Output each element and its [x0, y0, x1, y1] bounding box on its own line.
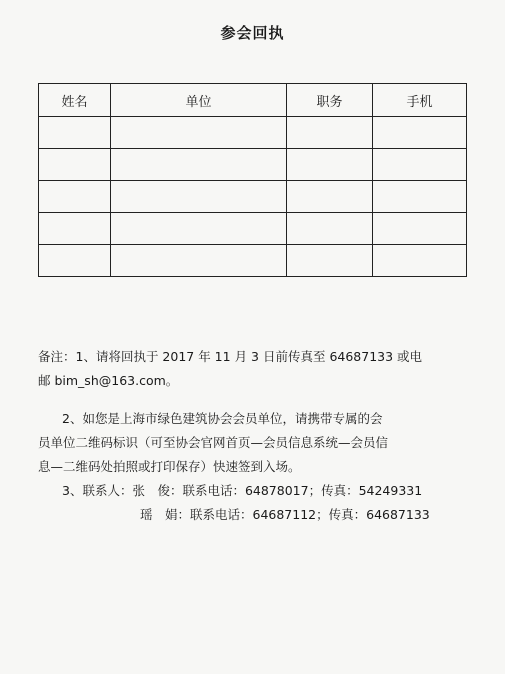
note-line-7: 瑶 娟：联系电话：64687112；传真：64687133: [140, 507, 430, 522]
table-cell[interactable]: [111, 245, 287, 277]
table-cell[interactable]: [39, 245, 111, 277]
table-row: [39, 213, 467, 245]
table-row: [39, 117, 467, 149]
note-line-3: 2、如您是上海市绿色建筑协会会员单位，请携带专属的会: [62, 411, 383, 426]
table-cell[interactable]: [373, 245, 467, 277]
table-cell[interactable]: [287, 149, 373, 181]
table-row: [39, 181, 467, 213]
table-cell[interactable]: [287, 117, 373, 149]
table-cell[interactable]: [111, 181, 287, 213]
table-cell[interactable]: [287, 245, 373, 277]
registration-table: [38, 83, 467, 277]
header-name: 姓名: [39, 84, 111, 117]
table-cell[interactable]: [39, 181, 111, 213]
table-cell[interactable]: [39, 149, 111, 181]
table-header-row: [39, 84, 467, 117]
note-spacer: [38, 393, 470, 407]
table-row: [39, 149, 467, 181]
table-cell[interactable]: [287, 213, 373, 245]
table-row: [39, 245, 467, 277]
header-mobile: 手机: [373, 84, 467, 117]
header-position: 职务: [287, 84, 373, 117]
table-cell[interactable]: [373, 181, 467, 213]
table-cell[interactable]: [39, 213, 111, 245]
table-cell[interactable]: [39, 117, 111, 149]
note-line-4: 员单位二维码标识（可至协会官网首页—会员信息系统—会员信: [38, 435, 389, 450]
document-title: 参会回执: [220, 24, 285, 42]
table-cell[interactable]: [373, 117, 467, 149]
table-cell[interactable]: [287, 181, 373, 213]
note-line-5: 息—二维码处拍照或打印保存）快速签到入场。: [38, 459, 301, 474]
note-line-1: 备注：1、请将回执于 2017 年 11 月 3 日前传真至 64687133 或电: [38, 349, 423, 364]
table-cell[interactable]: [373, 149, 467, 181]
notes-section: [38, 345, 470, 527]
note-line-6: 3、联系人：张 俊：联系电话：64878017；传真：54249331: [62, 483, 423, 498]
table-cell[interactable]: [111, 117, 287, 149]
note-line-2: 邮 bim_sh@163.com。: [38, 373, 179, 388]
table-cell[interactable]: [373, 213, 467, 245]
table-cell[interactable]: [111, 213, 287, 245]
header-organization: 单位: [111, 84, 287, 117]
table-cell[interactable]: [111, 149, 287, 181]
